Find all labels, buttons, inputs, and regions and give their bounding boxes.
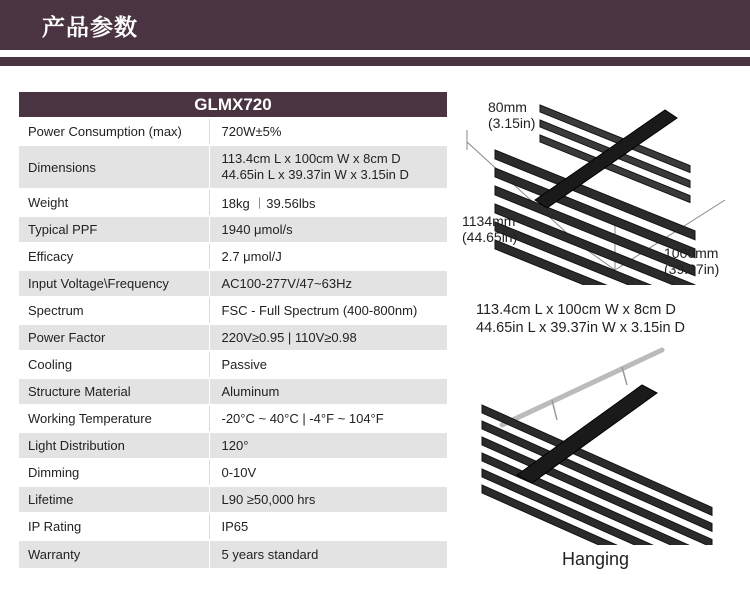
spec-row <box>19 540 447 568</box>
spec-label: Spectrum <box>19 297 209 324</box>
spec-row <box>19 243 447 270</box>
spec-label: IP Rating <box>19 513 209 540</box>
spec-label: Weight <box>19 189 209 216</box>
length-in: (44.65in) <box>462 229 518 245</box>
spec-value: L90 ≥50,000 hrs <box>209 486 447 513</box>
dimensions-caption <box>476 301 685 337</box>
length-label <box>462 213 517 245</box>
length-mm: 1134mm <box>462 213 516 229</box>
spec-label: Power Factor <box>19 324 209 351</box>
caption-line-metric: 113.4cm L x 100cm W x 8cm D <box>476 302 676 318</box>
fixture-hanging-illustration <box>462 345 742 545</box>
spec-value: 220V≥0.95 | 110V≥0.98 <box>209 324 447 351</box>
spec-label: Lifetime <box>19 486 209 513</box>
spec-value: 18kg ︱39.56lbs <box>209 189 447 216</box>
depth-mm: 80mm <box>488 99 527 115</box>
spec-label: Dimensions <box>19 145 209 189</box>
spec-row <box>19 378 447 405</box>
caption-line-imperial: 44.65in L x 39.37in W x 3.15in D <box>476 320 686 336</box>
spec-value <box>209 145 447 189</box>
spec-label: Working Temperature <box>19 405 209 432</box>
spec-label: Cooling <box>19 351 209 378</box>
spec-value: 0-10V <box>209 459 447 486</box>
dimensions-metric: 113.4cm L x 100cm W x 8cm D <box>221 151 401 166</box>
spec-row <box>19 459 447 486</box>
width-label <box>664 245 719 277</box>
spec-value: Passive <box>209 351 447 378</box>
spec-value: 5 years standard <box>209 540 447 568</box>
dimensions-imperial: 44.65in L x 39.37in W x 3.15in D <box>221 167 409 182</box>
spec-label: Power Consumption (max) <box>19 118 209 145</box>
hanging-label: Hanging <box>562 549 630 569</box>
depth-label <box>488 99 535 131</box>
spec-row <box>19 189 447 216</box>
spec-row <box>19 270 447 297</box>
spec-value: Aluminum <box>209 378 447 405</box>
depth-in: (3.15in) <box>488 115 536 131</box>
spec-row <box>19 297 447 324</box>
spec-value: AC100-277V/47~63Hz <box>209 270 447 297</box>
spec-row <box>19 513 447 540</box>
spec-label: Warranty <box>19 540 209 568</box>
spec-value: FSC - Full Spectrum (400-800nm) <box>209 297 447 324</box>
spec-row <box>19 216 447 243</box>
spec-row <box>19 118 447 145</box>
spec-value: 1940 μmol/s <box>209 216 447 243</box>
header-divider <box>0 57 750 66</box>
header-title: 产品参数 <box>42 15 138 41</box>
spec-value: -20°C ~ 40°C | -4°F ~ 104°F <box>209 405 447 432</box>
width-mm: 1000mm <box>664 245 719 261</box>
spec-label: Structure Material <box>19 378 209 405</box>
page-header <box>0 0 750 50</box>
spec-label: Dimming <box>19 459 209 486</box>
spec-value: IP65 <box>209 513 447 540</box>
spec-label: Efficacy <box>19 243 209 270</box>
spec-label: Light Distribution <box>19 432 209 459</box>
spec-value: 2.7 μmol/J <box>209 243 447 270</box>
spec-row <box>19 351 447 378</box>
spec-label: Input Voltage\Frequency <box>19 270 209 297</box>
model-title: GLMX720 <box>19 92 447 118</box>
spec-row <box>19 405 447 432</box>
spec-row <box>19 432 447 459</box>
spec-table <box>19 92 447 568</box>
spec-row <box>19 324 447 351</box>
spec-value: 720W±5% <box>209 118 447 145</box>
spec-row <box>19 145 447 189</box>
spec-value: 120° <box>209 432 447 459</box>
width-in: (39.37in) <box>664 261 720 277</box>
spec-label: Typical PPF <box>19 216 209 243</box>
spec-row <box>19 486 447 513</box>
